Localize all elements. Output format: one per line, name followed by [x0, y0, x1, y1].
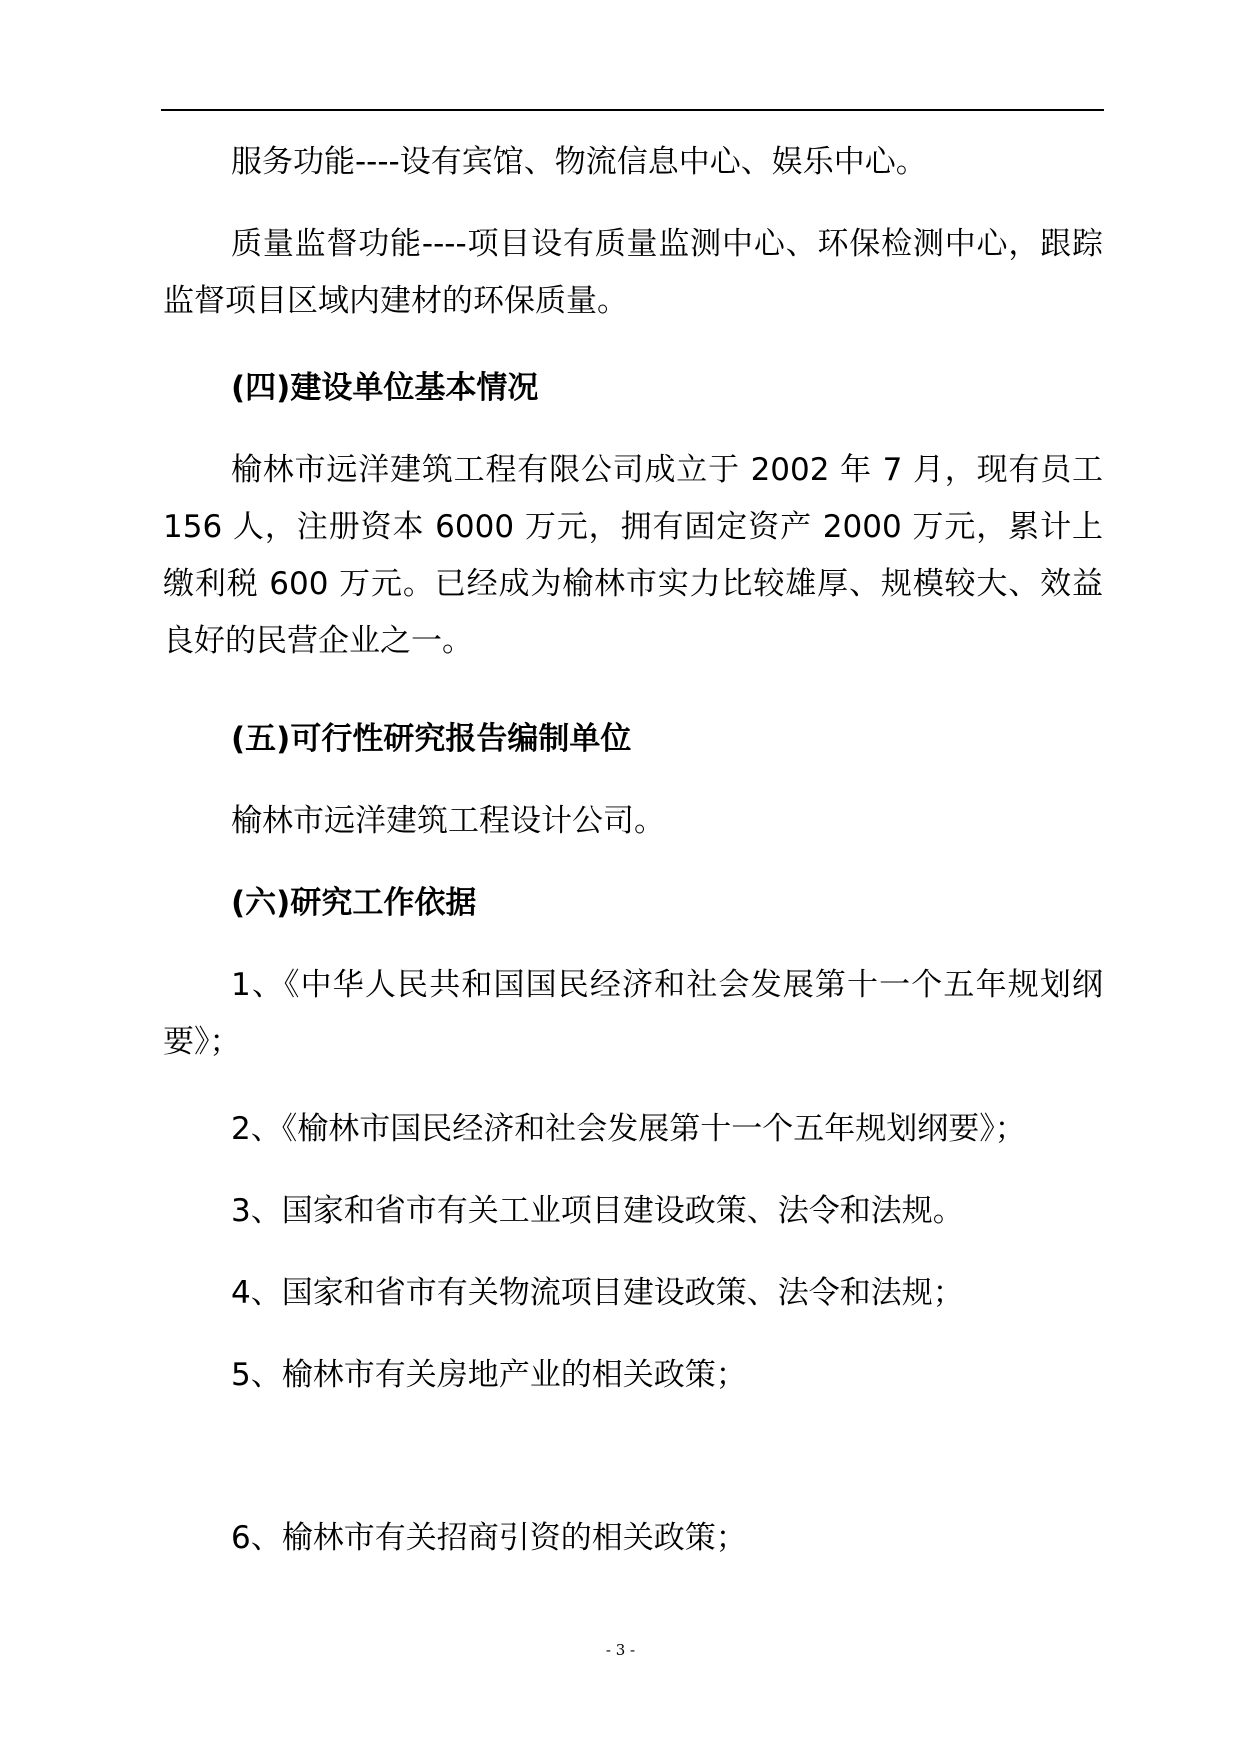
list-item-basis-3: 3、国家和省市有关工业项目建设政策、法令和法规。	[231, 1193, 964, 1229]
section-heading-5: (五)可行性研究报告编制单位	[231, 721, 632, 757]
list-item-basis-5: 5、榆林市有关房地产业的相关政策；	[231, 1357, 747, 1393]
section-heading-4: (四)建设单位基本情况	[231, 370, 539, 406]
page-number: - 3 -	[605, 1641, 636, 1659]
list-item-basis-2: 2、《榆林市国民经济和社会发展第十一个五年规划纲要》；	[231, 1111, 1026, 1147]
list-item-basis-4: 4、国家和省市有关物流项目建设政策、法令和法规；	[231, 1275, 964, 1311]
list-item-basis-1: 1、《中华人民共和国国民经济和社会发展第十一个五年规划纲要》；	[163, 967, 1103, 1060]
header-rule	[161, 109, 1104, 111]
paragraph-service-function: 服务功能----设有宾馆、物流信息中心、娱乐中心。	[231, 144, 927, 180]
paragraph-company-info: 榆林市远洋建筑工程有限公司成立于 2002 年 7 月，现有员工 156 人，注册资本 6000 万元，拥有固定资产 2000 万元，累计上缴利税 600 万元。已经成为榆林市实力比较雄厚、规模较大、效益良好的民营企业之一。	[163, 452, 1103, 659]
paragraph-quality-supervision: 质量监督功能----项目设有质量监测中心、环保检测中心，跟踪监督项目区域内建材的环保质量。	[163, 226, 1103, 319]
section-heading-6: (六)研究工作依据	[231, 885, 477, 921]
list-item-basis-6: 6、榆林市有关招商引资的相关政策；	[231, 1520, 747, 1556]
paragraph-report-compiler: 榆林市远洋建筑工程设计公司。	[231, 803, 665, 839]
